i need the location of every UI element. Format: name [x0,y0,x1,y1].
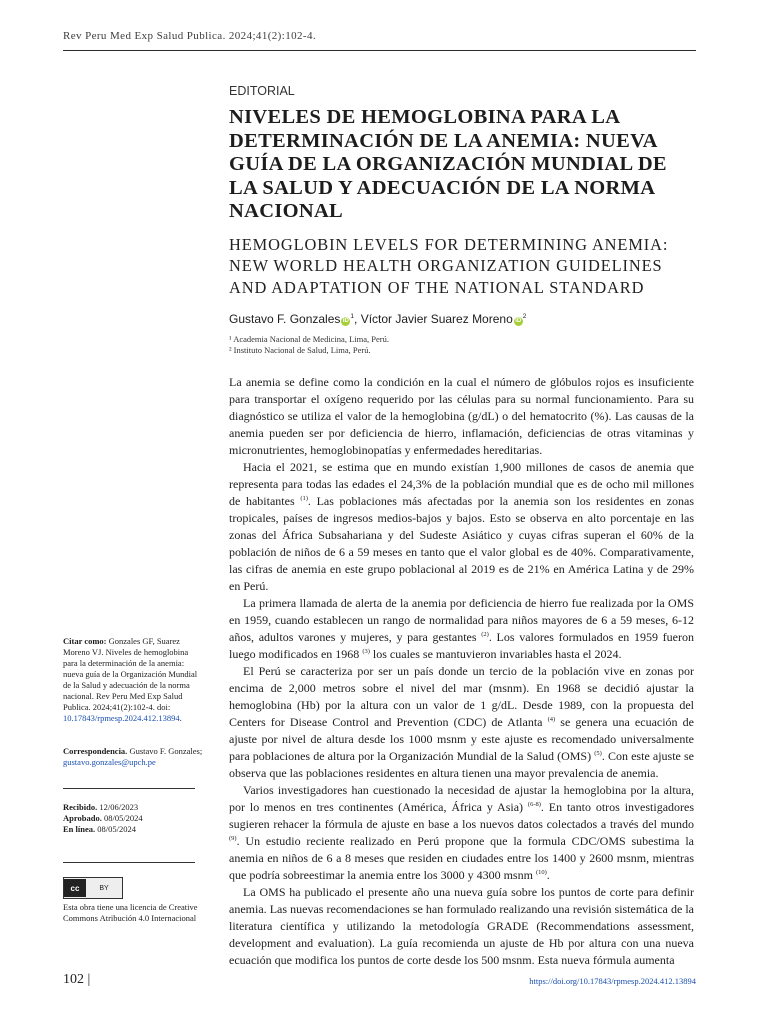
orcid-icon[interactable]: iD [342,318,349,324]
paragraph: La OMS ha publicado el presente año una nueva guía sobre los puntos de corte para definir anemia. Las nuevas recomendaciones se han formulado realizando una revisión sistemática de la literatura científica y utilizando la metodología GRADE (Recommendations assessment, development and evaluation). La guía recomienda un ajuste de Hb por altura con una nueva ecuación que modifica los puntos de corte desde los 500 msnm. Esta nueva fórmula aumenta [229,885,694,967]
affiliation: ² Instituto Nacional de Salud, Lima, Perú. [229,345,371,355]
sidebar-divider [63,788,195,789]
main-column [229,80,694,969]
correspondence-label: Correspondencia. [63,746,128,756]
correspondence-text: Gustavo F. Gonzales; [127,746,203,756]
text-run: El Perú se caracteriza por ser un país donde un tercio de la población vive en zonas por encima de 2,000 metros sobre el nivel del mar (msnm). En 1968 se decidió ajustar la hemoglobina (Hb) por la altura con un valor de 1 g/dL. Desde 1989, con la propuesta del Centers for Disease Control and Prevention (CDC) de Atlanta [229,664,694,729]
running-head: Rev Peru Med Exp Salud Publica. 2024;41(2):102-4. [63,30,317,42]
text-run: los cuales se mantuvieron invariables hasta el 2024. [369,647,622,661]
citation-ref: (2) [481,631,489,638]
orcid-icon[interactable]: iD [515,318,522,324]
cite-doi-link[interactable]: 10.17843/rpmesp.2024.412.13894 [63,713,180,723]
text-run: . [546,868,550,882]
text-run: . Los valores formulados en 1959 fueron luego modificados en 1968 [229,630,694,661]
text-run: . Las poblaciones más afectadas por la anemia son los residentes en zonas tropicales, países de ingresos medios-bajos y bajos. Esto se observa en alto porcentaje en las zonas del África Subsahariana y del Sudeste Asiático y cuyas cifras superan el 60% de la población de niños de 6 a 59 meses en tanto que el valor global es de 40%. Comparativamente, las cifras de anemia en este grupo poblacional al 2019 es de 21% en América Latina y de 29% en Perú. [229,494,695,593]
header-rule [63,50,696,51]
online-label: En línea. [63,824,96,834]
paragraph [229,782,694,884]
affiliation: ¹ Academia Nacional de Medicina, Lima, Perú. [229,334,389,344]
text-run: . Un estudio reciente realizado en Perú propone que la formula CDC/OMS subestima la anemia en niños de 6 a 8 meses que residen en ciudades entre los 1400 y 2600 msnm, mientras que podría sobreestimar la anemia entre los 3000 y 4300 msnm [229,834,694,882]
paragraph [229,459,694,595]
dates-box [63,802,203,835]
text-run: . En tanto otros investigadores sugieren rehacer la fórmula de ajuste en base a los nuevos datos colectados a través del mundo [229,800,695,831]
online-value: 08/05/2024 [95,824,136,834]
author-separator: , [354,312,361,326]
citation-ref: (5) [594,750,602,757]
cite-text: Gonzales GF, Suarez Moreno VJ. Niveles de hemoglobina para la determinación de la anemia: nueva guía de la Organización Mundial de la Salud y adecuación de la norma nacional. Rev Peru Med Exp Salud Publica. 2024;41(2):102-4. doi: [63,636,198,712]
author-name: Gustavo F. Gonzales [229,312,341,326]
sidebar-divider [63,862,195,863]
citation-ref: (6-8) [527,801,541,808]
text-run: . Con este ajuste se observa que las poblaciones residentes en altura tienen una mayor prevalencia de anemia. [229,749,695,780]
citation-ref: (4) [547,716,556,723]
cc-by-license-icon[interactable] [63,877,123,899]
by-icon: BY [99,884,109,892]
page-number: 102 | [63,972,91,987]
author-list [229,312,694,326]
page-number-value: 102 [63,972,84,987]
online-date [63,824,203,835]
citation-ref: (1) [300,495,308,502]
section-label: EDITORIAL [229,84,295,98]
cc-icon: cc [64,879,86,897]
citation-box [63,636,203,724]
affiliation-marker: 1 [350,313,355,320]
approved-value: 08/05/2024 [101,813,143,823]
cite-label: Citar como: [63,636,107,646]
text-run: Varios investigadores han cuestionado la necesidad de ajustar la hemoglobina por la altura, por lo menos en tres continentes (América, África y Asia) [229,783,694,814]
license-text: Esta obra tiene una licencia de Creative Commons Atribución 4.0 Internacional [63,902,198,923]
citation-ref: (10) [535,869,547,876]
approved-label: Aprobado. [63,813,102,823]
title-spanish: NIVELES DE HEMOGLOBINA PARA LA DETERMINACIÓN DE LA ANEMIA: NUEVA GUÍA DE LA ORGANIZACIÓN MUNDIAL DE LA SALUD Y ADECUACIÓN DE LA NORMA NACIONAL [229,106,667,222]
correspondence-box [63,746,203,768]
text-run: Hacia el 2021, se estima que en mundo existían 1,900 millones de casos de anemia que representa para todas las edades el 24,3% de la población mundial que es de ocho mil millones de habitantes [229,460,694,508]
title-english: HEMOGLOBIN LEVELS FOR DETERMINING ANEMIA: NEW WORLD HEALTH ORGANIZATION GUIDELINES AND ADAPTATION OF THE NATIONAL STANDARD [229,234,669,297]
footer-doi-link[interactable]: https://doi.org/10.17843/rpmesp.2024.412.13894 [529,976,696,986]
article-body [229,374,694,969]
received-value: 12/06/2023 [97,802,139,812]
paragraph: La anemia se define como la condición en la cual el número de glóbulos rojos es insuficiente para transportar el oxígeno requerido por las células para su normal funcionamiento. Para su diagnóstico se utiliza el valor de la hemoglobina (g/dL) o del hematocrito (%). Las causas de la anemia pueden ser por deficiencia de hierro, inflamación, deficiencias de otras vitaminas y micronutrientes, hemoglobinopatías y enfermedades hereditarias. [229,375,694,457]
author-name: Víctor Javier Suarez Moreno [360,312,513,326]
citation-ref: (3) [362,648,370,655]
received-label: Recibido. [63,802,98,812]
approved-date [63,813,203,824]
affiliation-marker: 2 [522,313,527,320]
text-run: se genera una ecuación de ajuste por nivel de altura desde los 1000 msnm y este ajuste es recomendado universalmente para poblaciones de altura por la Organización Mundial de la Salud (OMS) [229,715,694,763]
email-link[interactable]: gustavo.gonzales@upch.pe [63,757,156,767]
cite-end: . [179,713,182,723]
paragraph [229,595,694,663]
paragraph [229,663,694,782]
text-run: La primera llamada de alerta de la anemia por deficiencia de hierro fue realizada por la OMS en 1959, cuando establecen un rango de normalidad para niños mayores de 6 a 59 meses, 6-12 años, adultos varones y mujeres, y para gestantes [229,596,694,644]
citation-ref: (9) [229,835,237,842]
received-date [63,802,203,813]
